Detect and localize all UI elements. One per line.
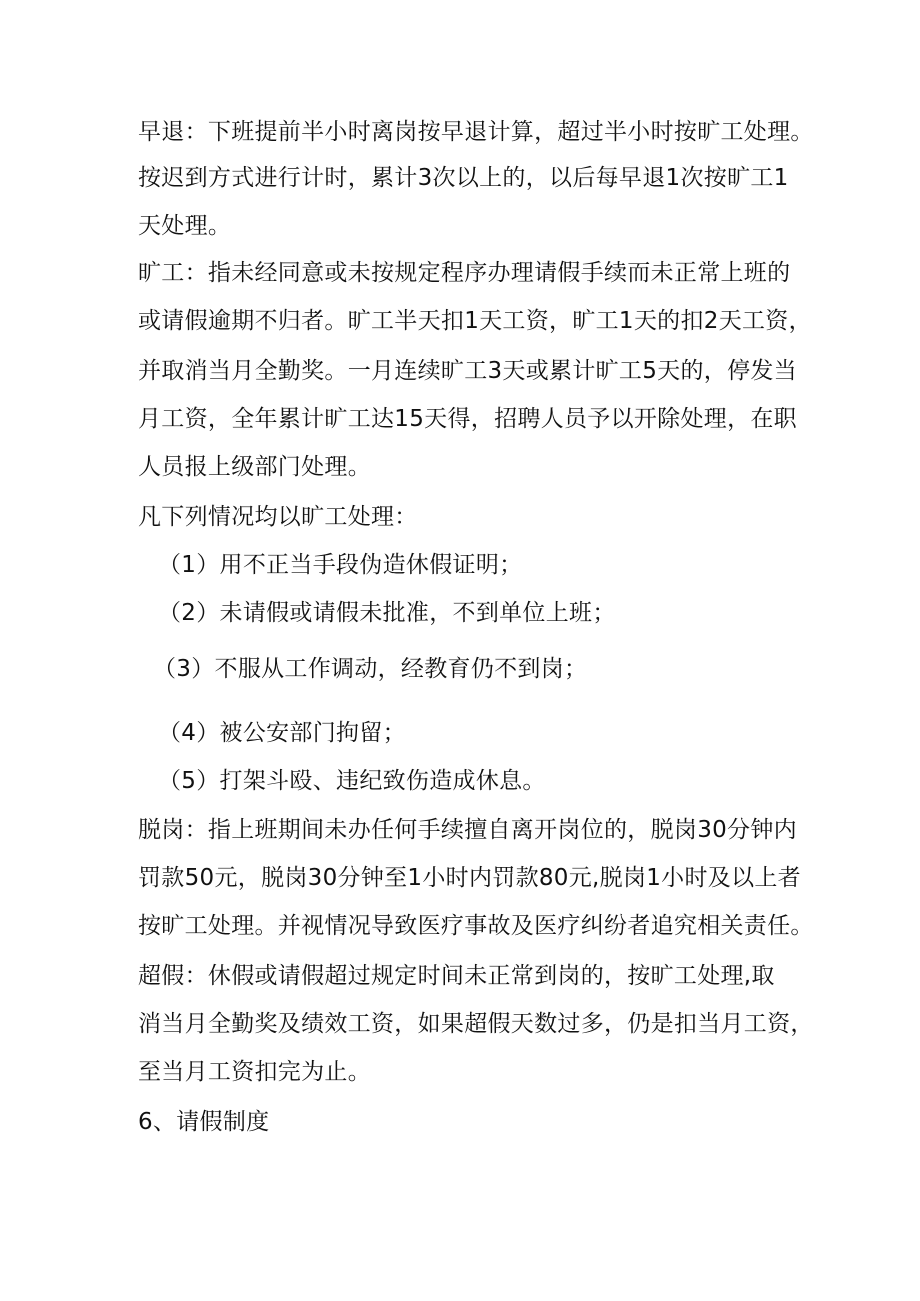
- paragraph-early-leave-line-3: 天处理。: [138, 213, 232, 239]
- section-heading-leave-system: 6、请假制度: [138, 1109, 270, 1135]
- list-intro: 凡下列情况均以旷工处理：: [138, 504, 418, 530]
- paragraph-absenteeism-line-1: 旷工：指未经同意或未按规定程序办理请假手续而未正常上班的: [138, 260, 791, 286]
- paragraph-off-post-line-3: 按旷工处理。并视情况导致医疗事故及医疗纠纷者追究相关责任。: [138, 913, 814, 939]
- paragraph-absenteeism-line-5: 人员报上级部门处理。: [138, 454, 371, 480]
- paragraph-off-post-line-1: 脱岗：指上班期间未办任何手续擅自离开岗位的，脱岗30分钟内: [138, 817, 797, 843]
- paragraph-overdue-leave-line-3: 至当月工资扣完为止。: [138, 1059, 371, 1085]
- paragraph-absenteeism-line-2: 或请假逾期不归者。旷工半天扣1天工资，旷工1天的扣2天工资，: [138, 308, 812, 334]
- paragraph-absenteeism-line-3: 并取消当月全勤奖。一月连续旷工3天或累计旷工5天的，停发当: [138, 358, 797, 384]
- list-item-5: （5）打架斗殴、违纪致伤造成休息。: [158, 768, 546, 794]
- paragraph-early-leave-line-1: 早退：下班提前半小时离岗按早退计算，超过半小时按旷工处理。: [138, 119, 814, 145]
- paragraph-off-post-line-2: 罚款50元，脱岗30分钟至1小时内罚款80元,脱岗1小时及以上者: [138, 865, 801, 891]
- list-item-3: （3）不服从工作调动，经教育仍不到岗；: [153, 656, 588, 682]
- list-item-4: （4）被公安部门拘留；: [158, 720, 406, 746]
- paragraph-overdue-leave-line-2: 消当月全勤奖及绩效工资，如果超假天数过多，仍是扣当月工资，: [138, 1011, 814, 1037]
- list-item-2: （2）未请假或请假未批准，不到单位上班；: [158, 600, 616, 626]
- paragraph-absenteeism-line-4: 月工资，全年累计旷工达15天得，招聘人员予以开除处理，在职: [138, 406, 797, 432]
- paragraph-overdue-leave-line-1: 超假：休假或请假超过规定时间未正常到岗的，按旷工处理,取: [138, 963, 775, 989]
- paragraph-early-leave-line-2: 按迟到方式进行计时，累计3次以上的，以后每早退1次按旷工1: [138, 165, 789, 191]
- list-item-1: （1）用不正当手段伪造休假证明；: [158, 552, 523, 578]
